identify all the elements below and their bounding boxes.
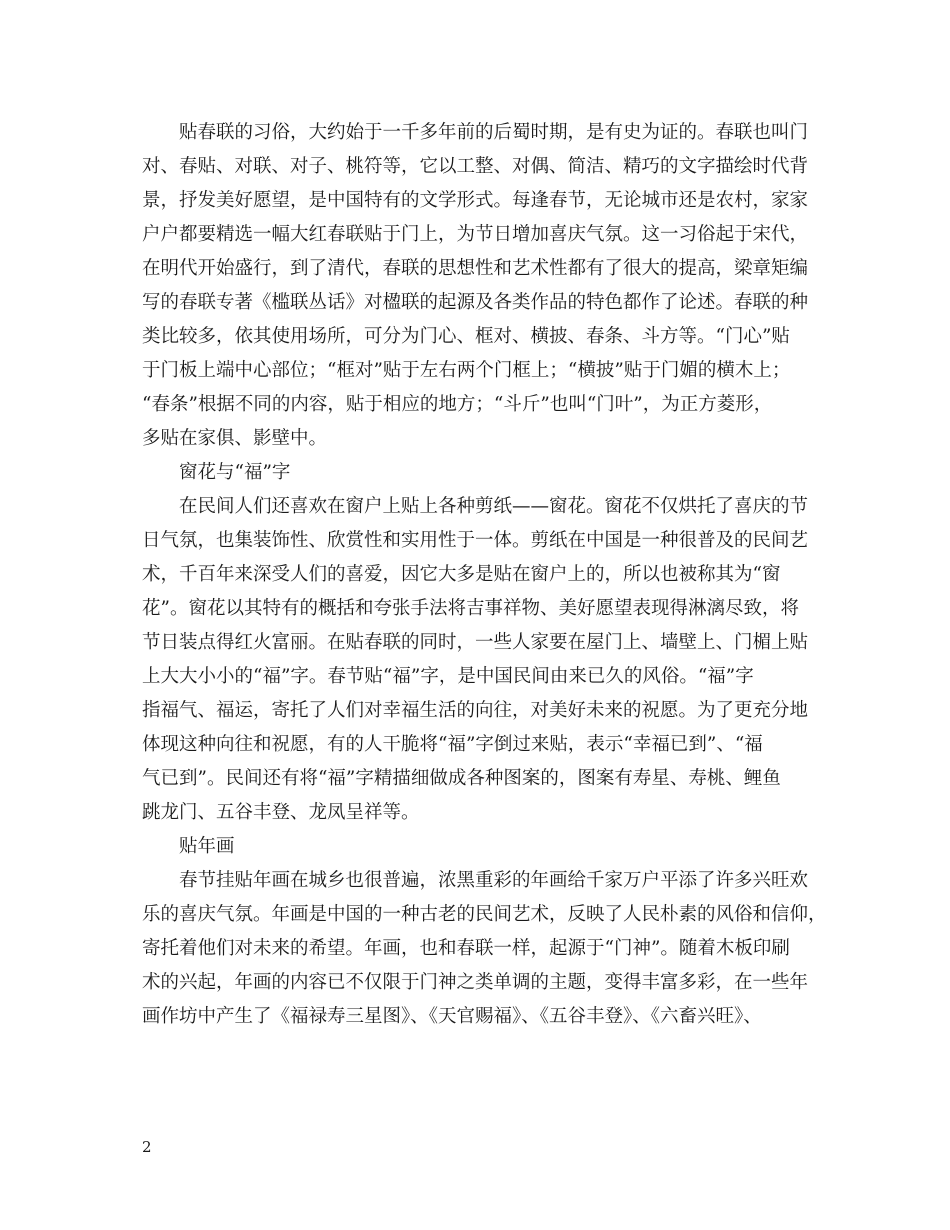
text-line: 指福气、福运，寄托了人们对幸福生活的向往，对美好未来的祝愿。为了更充分地 (142, 700, 809, 721)
text-line: 体现这种向往和祝愿，有的人干脆将“福”字倒过来贴，表示“幸福已到”、“福 (142, 734, 763, 755)
text-line: 术的兴起，年画的内容已不仅限于门神之类单调的主题，变得丰富多彩，在一些年 (142, 972, 809, 993)
text-line: 花”。窗花以其特有的概括和夸张手法将吉事祥物、美好愿望表现得淋漓尽致，将 (142, 598, 799, 619)
text-line: “春条”根据不同的内容，贴于相应的地方；“斗斤”也叫“门叶”，为正方菱形， (142, 394, 773, 415)
text-line: 节日装点得红火富丽。在贴春联的同时，一些人家要在屋门上、墙壁上、门楣上贴 (142, 632, 809, 653)
text-line: 术，千百年来深受人们的喜爱，因它大多是贴在窗户上的，所以也被称其为“窗 (142, 564, 781, 585)
section-heading: 窗花与“福”字 (142, 462, 291, 483)
text-line: 寄托着他们对未来的希望。年画，也和春联一样，起源于“门神”。随着木板印刷 (142, 938, 790, 959)
text-line: 写的春联专著《槛联丛话》对楹联的起源及各类作品的特色都作了论述。春联的种 (142, 292, 809, 313)
text-line: 对、春贴、对联、对子、桃符等，它以工整、对偶、简洁、精巧的文字描绘时代背 (142, 156, 809, 177)
text-line: 乐的喜庆气氛。年画是中国的一种古老的民间艺术，反映了人民朴素的风俗和信仰， (142, 904, 827, 925)
text-line: 上大大小小的“福”字。春节贴“福”字，是中国民间由来已久的风俗。“福”字 (142, 666, 754, 687)
text-line: 日气氛，也集装饰性、欣赏性和实用性于一体。剪纸在中国是一种很普及的民间艺 (142, 530, 809, 551)
text-line: 于门板上端中心部位；“框对”贴于左右两个门框上；“横披”贴于门媚的横木上； (142, 360, 791, 381)
text-line: 春节挂贴年画在城乡也很普遍，浓黑重彩的年画给千家万户平添了许多兴旺欢 (142, 870, 809, 891)
text-line: 在民间人们还喜欢在窗户上贴上各种剪纸——窗花。窗花不仅烘托了喜庆的节 (142, 496, 809, 517)
text-line: 景，抒发美好愿望，是中国特有的文学形式。每逢春节，无论城市还是农村，家家 (142, 190, 809, 211)
text-line: 类比较多，依其使用场所，可分为门心、框对、横披、春条、斗方等。“门心”贴 (142, 326, 790, 347)
text-line: 多贴在家俱、影壁中。 (142, 428, 328, 449)
text-line: 跳龙门、五谷丰登、龙凤呈祥等。 (142, 802, 420, 823)
text-line: 画作坊中产生了《福禄寿三星图》、《天官赐福》、《五谷丰登》、《六畜兴旺》、 (142, 1006, 762, 1027)
text-line: 气已到”。民间还有将“福”字精描细做成各种图案的，图案有寿星、寿桃、鲤鱼 (142, 768, 781, 789)
text-line: 户户都要精选一幅大红春联贴于门上，为节日增加喜庆气氛。这一习俗起于宋代， (142, 224, 809, 245)
section-heading: 贴年画 (142, 836, 235, 857)
page-number: 2 (142, 1138, 152, 1156)
text-line: 贴春联的习俗，大约始于一千多年前的后蜀时期，是有史为证的。春联也叫门 (142, 122, 809, 143)
text-line: 在明代开始盛行，到了清代，春联的思想性和艺术性都有了很大的提高，梁章矩编 (142, 258, 809, 279)
